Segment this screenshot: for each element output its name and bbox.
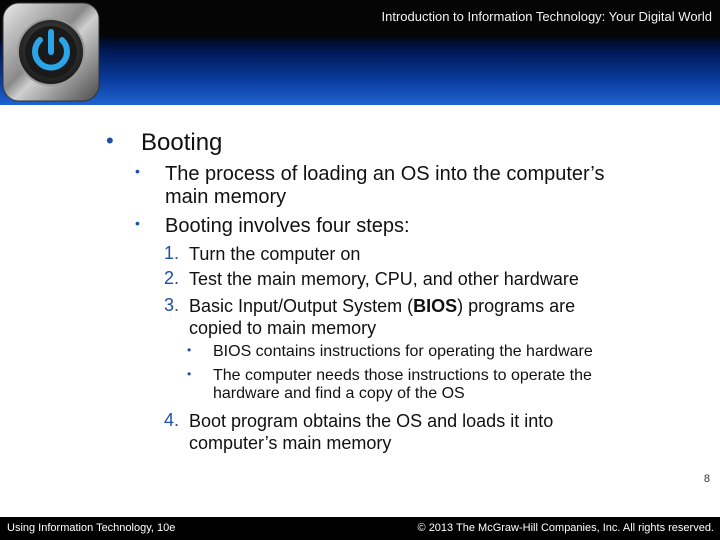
sub-point-text: hardware and find a copy of the OS xyxy=(213,385,465,402)
point-bullet: • xyxy=(135,215,140,231)
step-number: 1. xyxy=(164,243,180,263)
step-text xyxy=(189,295,575,317)
point-line: main memory xyxy=(165,186,287,208)
step-text: copied to main memory xyxy=(189,318,377,338)
footer-copyright: © 2013 The McGraw-Hill Companies, Inc. All rights reserved. xyxy=(417,522,714,534)
point-line: Booting involves four steps: xyxy=(165,215,410,237)
page-number: 8 xyxy=(703,473,710,485)
step-text: Test the main memory, CPU, and other hardware xyxy=(189,269,579,289)
sub-point-text: The computer needs those instructions to operate the xyxy=(213,367,592,384)
point-line: The process of loading an OS into the computer’s xyxy=(165,163,605,185)
step-text: Boot program obtains the OS and loads it into xyxy=(189,411,554,431)
footer-book-title: Using Information Technology, 10e xyxy=(7,522,176,534)
step-number: 3. xyxy=(164,295,180,315)
sub-bullet: • xyxy=(187,343,192,357)
step-text: Turn the computer on xyxy=(189,244,361,264)
slide-heading: Booting xyxy=(141,129,223,156)
step-text-part: Basic Input/Output System ( xyxy=(189,296,414,316)
step-text: computer’s main memory xyxy=(189,433,392,453)
point-bullet: • xyxy=(135,163,140,179)
step-number: 4. xyxy=(164,410,180,430)
step-number: 2. xyxy=(164,268,180,288)
bios-term: BIOS xyxy=(413,296,458,316)
sub-bullet: • xyxy=(187,367,192,381)
sub-point-text: BIOS contains instructions for operating the hardware xyxy=(213,343,593,360)
step-text-part: ) programs are xyxy=(457,296,576,316)
header-title: Introduction to Information Technology: Your Digital World xyxy=(381,9,712,24)
heading-bullet: • xyxy=(106,128,114,153)
slide-footer xyxy=(0,517,720,540)
